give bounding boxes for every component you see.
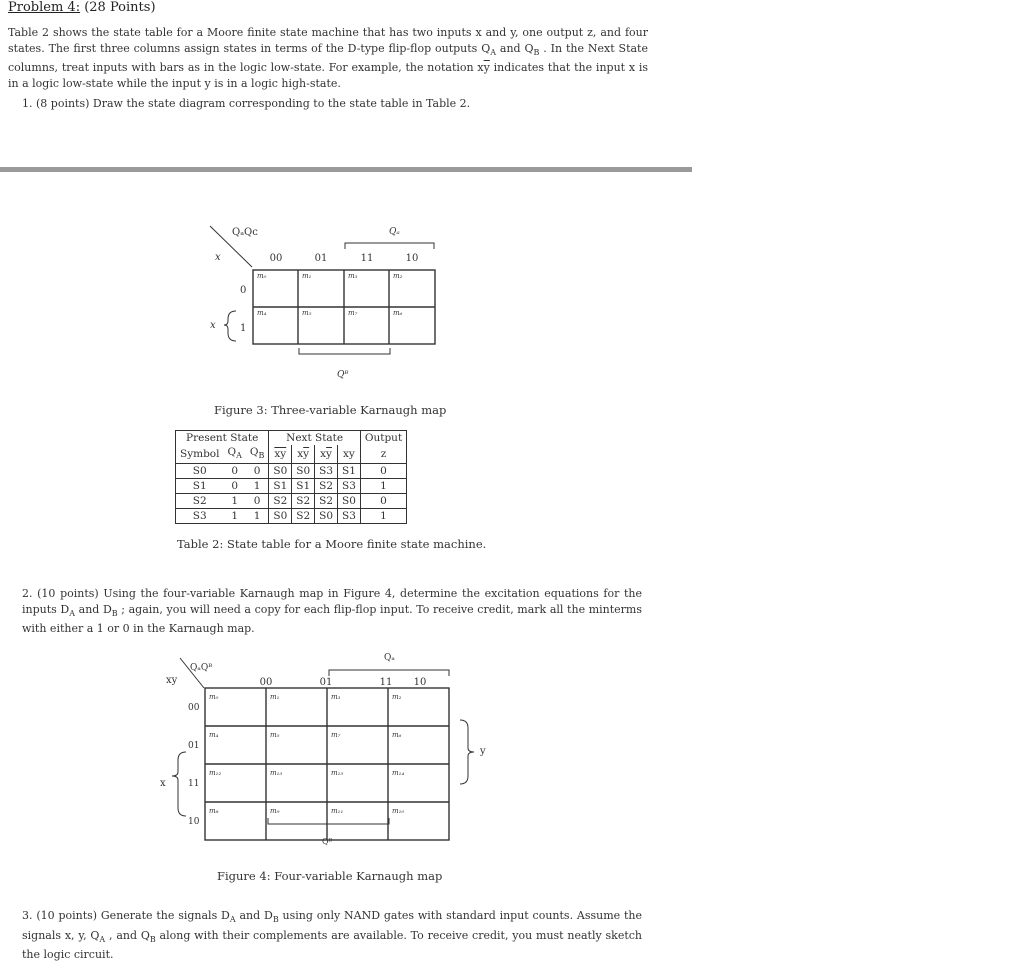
cell-n4: S3	[338, 479, 361, 494]
kmap4-minterm: m₁₄	[392, 769, 405, 777]
intro-sub-b: B	[533, 47, 540, 57]
state-row	[176, 509, 407, 524]
kmap3-m2: m₂	[393, 272, 403, 280]
cell-n2: S0	[292, 464, 315, 479]
cell-n4: S1	[338, 464, 361, 479]
kmap3-m7: m₇	[348, 309, 358, 317]
th-next-4: xy	[338, 445, 361, 464]
kmap4-minterm: m₁₃	[270, 769, 283, 777]
intro-text-3: indicates that the input x is in a logic low-state while the input y is in a logic high-state.	[8, 61, 648, 90]
th-symbol: Symbol	[176, 445, 224, 464]
kmap4-row-11: 11	[188, 779, 200, 789]
cell-qb: 0	[246, 494, 269, 509]
question-2: 2. (10 points) Using the four-variable Karnaugh map in Figure 4, determine the excitation equations for the inputs $D_A$ and $D_B$ ; again, you will need a copy for each flip-flop input. To receive credit, mark all the minterms with either a 1 or 0 in the Karnaugh map.	[22, 587, 642, 636]
section-divider	[0, 167, 692, 172]
intro-text-2: . In the Next State columns, treat inputs with bars as in the logic low-state. For example, the notation x	[8, 41, 648, 75]
question-1: 1. (8 points) Draw the state diagram corresponding to the state table in Table 2.	[22, 97, 471, 110]
cell-n1: S0	[269, 464, 292, 479]
kmap4-minterm: m₀	[209, 693, 219, 701]
kmap4-row-01: 01	[188, 741, 200, 751]
cell-n3: S0	[315, 509, 338, 524]
kmap3-m4: m₄	[257, 309, 267, 317]
th-present-state: Present State	[176, 431, 269, 446]
th-z: z	[360, 445, 406, 464]
th-qa: $Q_A$	[227, 446, 242, 461]
cell-qb: 0	[246, 464, 269, 479]
cell-symbol: S2	[176, 494, 224, 509]
kmap4-col-11: 11	[379, 677, 393, 688]
kmap3-col-10: 10	[405, 253, 419, 264]
cell-z: 0	[360, 494, 406, 509]
th-output: Output	[360, 431, 406, 446]
kmap3-m1: m₁	[302, 272, 312, 280]
cell-z: 1	[360, 479, 406, 494]
kmap4-minterm: m₈	[209, 807, 219, 815]
kmap4-x-label: x	[160, 778, 166, 789]
state-table-body	[176, 464, 407, 524]
kmap4-minterm: m₁₂	[209, 769, 222, 777]
kmap3-qa-label: Qₐ	[389, 227, 400, 237]
cell-qa: 1	[223, 494, 245, 509]
cell-n3: S3	[315, 464, 338, 479]
kmap4-minterm: m₄	[209, 731, 219, 739]
kmap3-row-1: 1	[240, 323, 247, 334]
kmap4-col-00: 00	[259, 677, 273, 688]
kmap3-qb-bracket	[299, 348, 390, 354]
kmap3-qa-bracket	[345, 243, 434, 249]
cell-n3: S2	[315, 479, 338, 494]
figure4-caption: Figure 4: Four-variable Karnaugh map	[217, 869, 443, 883]
kmap4-minterm: m₁	[270, 693, 280, 701]
figure3-caption: Figure 3: Three-variable Karnaugh map	[214, 403, 447, 417]
kmap4-corner-left: xy	[166, 675, 178, 686]
cell-qa: 0	[223, 479, 245, 494]
intro-text-1: Table 2 shows the state table for a Moore finite state machine that has two inputs x and y, one output z, and four states. The first three columns assign states in terms of the D-type flip-flop outputs Q	[8, 26, 648, 55]
cell-symbol: S1	[176, 479, 224, 494]
kmap3-x-label: x	[210, 320, 216, 331]
kmap3-col-00: 00	[269, 253, 283, 264]
cell-n2: S2	[292, 494, 315, 509]
th-next-2: $x\overline{y}$	[292, 445, 315, 464]
problem-title	[8, 0, 156, 15]
problem-description	[8, 25, 648, 91]
cell-n4: S0	[338, 494, 361, 509]
problem-points: (28 Points)	[84, 0, 156, 15]
kmap3-figure	[190, 215, 460, 395]
kmap4-y-label: y	[480, 746, 486, 757]
intro-sub-a: A	[490, 47, 497, 57]
state-row	[176, 494, 407, 509]
cell-n4: S3	[338, 509, 361, 524]
state-row	[176, 464, 407, 479]
cell-n2: S2	[292, 509, 315, 524]
kmap4-row-00: 00	[188, 703, 200, 713]
kmap4-qa-label: Qₐ	[384, 653, 395, 663]
kmap3-m3: m₃	[348, 272, 358, 280]
kmap4-col-10: 10	[413, 677, 427, 688]
kmap3-x-brace	[224, 311, 236, 341]
kmap4-x-brace	[172, 752, 186, 816]
kmap3-m5: m₅	[302, 309, 312, 317]
cell-n1: S2	[269, 494, 292, 509]
kmap3-corner-top: QₐQᴄ	[232, 227, 258, 238]
kmap4-minterm: m₉	[270, 807, 280, 815]
kmap3-m0: m₀	[257, 272, 267, 280]
cell-n2: S1	[292, 479, 315, 494]
kmap4-row-10: 10	[188, 817, 200, 827]
cell-symbol: S0	[176, 464, 224, 479]
kmap4-qb-bracket	[268, 818, 389, 824]
th-next-state: Next State	[269, 431, 361, 446]
intro-ybar: $\overline{y}$	[483, 61, 490, 75]
kmap4-qa-bracket	[329, 670, 449, 676]
kmap4-minterm: m₁₀	[392, 807, 405, 815]
cell-n1: S1	[269, 479, 292, 494]
intro-text-and: and Q	[496, 41, 534, 55]
kmap3-col-11: 11	[360, 253, 374, 264]
kmap4-corner-top: QₐQᴮ	[190, 663, 213, 673]
kmap4-minterm: m₇	[331, 731, 341, 739]
kmap3-col-01: 01	[314, 253, 328, 264]
kmap3-corner-left: x	[215, 252, 221, 263]
th-next-3: $x\overline{y}$	[315, 445, 338, 464]
kmap4-minterm: m₁₁	[331, 807, 344, 815]
kmap3-m6: m₆	[393, 309, 403, 317]
cell-n1: S0	[269, 509, 292, 524]
cell-qa: 0	[223, 464, 245, 479]
kmap4-minterms	[209, 693, 404, 815]
problem-number: Problem 4:	[8, 0, 81, 15]
state-row	[176, 479, 407, 494]
kmap3-row-0: 0	[240, 285, 247, 296]
kmap4-minterm: m₁₅	[331, 769, 344, 777]
th-qb: $Q_B$	[246, 445, 269, 464]
kmap4-y-brace	[460, 720, 474, 784]
kmap4-qb-label: Qᴮ	[322, 837, 333, 846]
kmap3-qb-label: Qᴮ	[337, 370, 349, 380]
question-3: 3. (10 points) Generate the signals $D_A$ and $D_B$ using only NAND gates with standard input counts. Assume the signals x, y, $Q_A$ , and $Q_B$ along with their complements are available. To receive credit, you must neatly sketch the logic circuit.	[22, 909, 643, 962]
state-table	[175, 430, 407, 524]
cell-symbol: S3	[176, 509, 224, 524]
cell-z: 1	[360, 509, 406, 524]
kmap4-minterm: m₆	[392, 731, 402, 739]
cell-n3: S2	[315, 494, 338, 509]
cell-qb: 1	[246, 509, 269, 524]
cell-z: 0	[360, 464, 406, 479]
kmap4-minterm: m₃	[331, 693, 341, 701]
kmap4-col-01: 01	[319, 677, 333, 688]
kmap4-minterm: m₂	[392, 693, 402, 701]
th-next-1: $\overline{xy}$	[269, 445, 292, 464]
kmap4-minterm: m₅	[270, 731, 280, 739]
cell-qb: 1	[246, 479, 269, 494]
kmap4-figure	[160, 648, 500, 848]
cell-qa: 1	[223, 509, 245, 524]
table2-caption: Table 2: State table for a Moore finite state machine.	[177, 537, 487, 551]
